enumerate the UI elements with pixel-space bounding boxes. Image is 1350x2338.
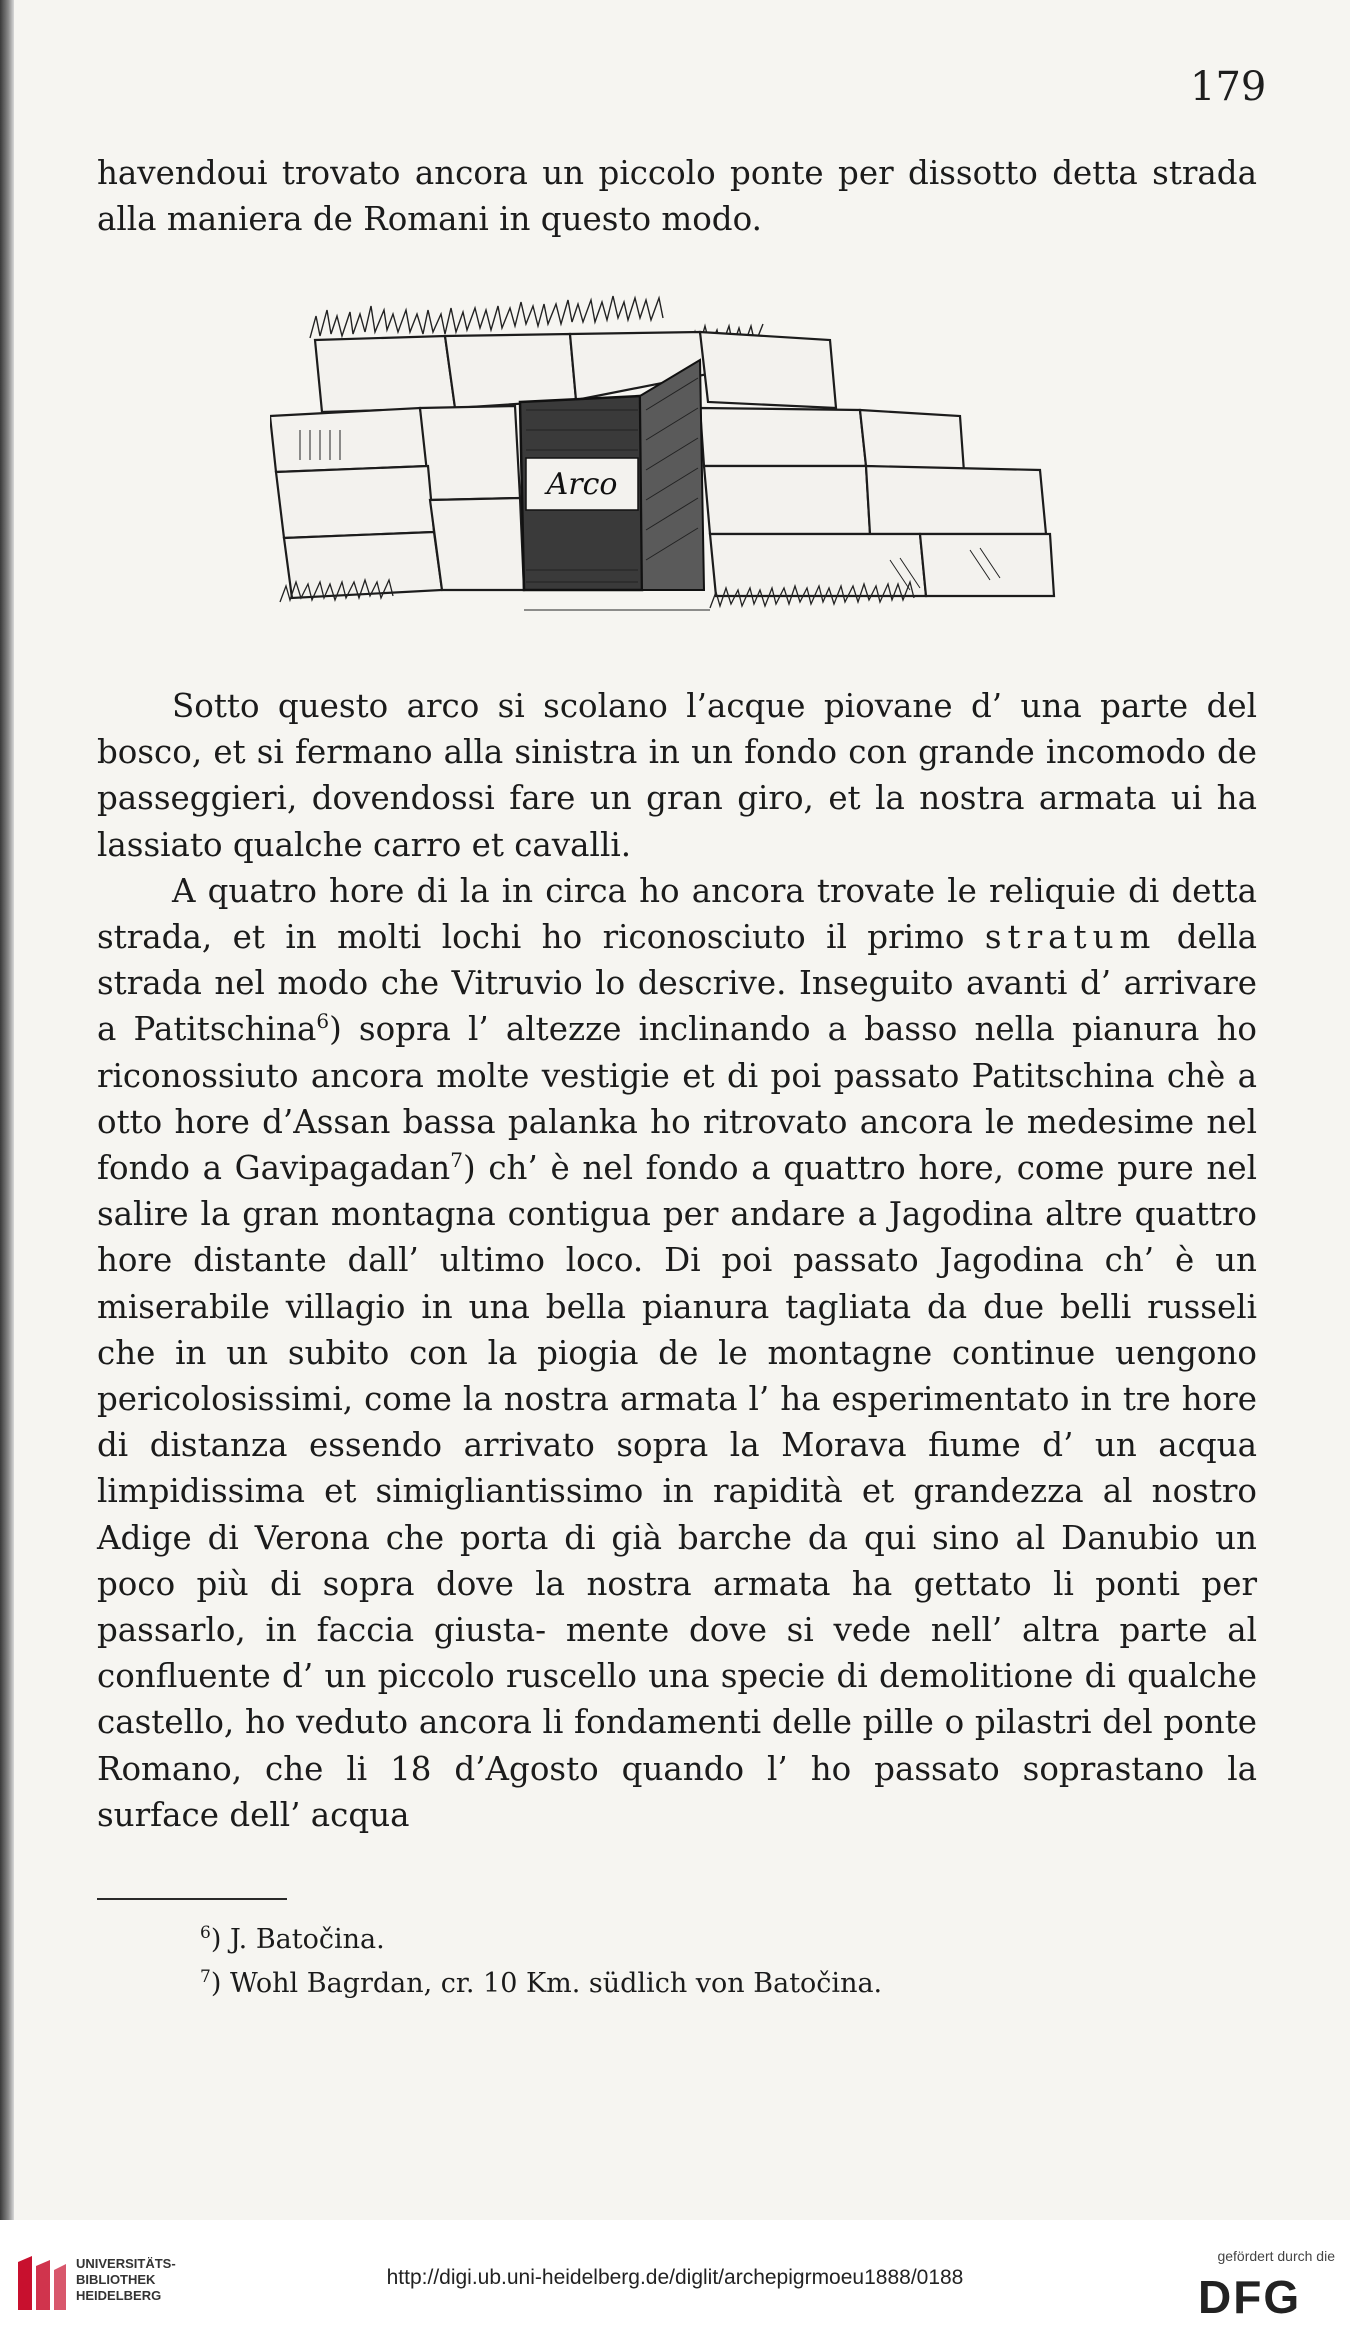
text-line: de passeggieri, dovendossi fare un gran giro, et la nostra armata [97,733,1257,818]
paragraph-1 [97,683,1257,868]
arch-illustration [270,290,1090,630]
text-line: alla maniera de Romani in questo modo. [97,200,762,239]
text-line: ruscello una specie di demolitione di qualche castello, ho veduto [97,1657,1258,1742]
footnotes [200,1918,1100,2006]
library-name-line: BIBLIOTHEK [76,2272,156,2287]
footnote-text: ) J. Batočina. [210,1924,385,1955]
library-name [76,2256,176,2304]
text-line: bosco, et si fermano alla sinistra in un fondo con grande incomodo [97,733,1206,772]
text-line: A quatro hore di la in circa ho ancora trovate le reliquie di [172,871,1160,910]
footnote-marker: 6 [200,1923,211,1943]
text-line: li 18 d’Agosto quando l’ ho passato soprastano la surface dell’ acqua [97,1749,1257,1834]
text-line: per andare a Jagodina altre quattro hore distante dall’ ultimo loco. [97,1195,1257,1280]
footnote-divider [97,1898,287,1900]
source-url-link[interactable]: http://digi.ub.uni-heidelberg.de/diglit/archepigrmoeu1888/0188 [386,2266,964,2289]
text-line: pianura tagliata da due belli russeli che in un subito con la piogia [97,1287,1257,1372]
footnote-ref: 7 [450,1148,463,1173]
text-line: mente dove si vede nell’ altra parte al confluente d’ un piccolo [97,1611,1257,1696]
footnote-marker: 7 [200,1967,211,1987]
text-line: già barche da qui sino al Danubio un poco più di sopra dove la [97,1518,1257,1603]
text-line: in rapidità et grandezza al nostro Adige di Verona che porta di [97,1472,1258,1557]
spaced-term: stratum [984,918,1157,957]
intro-paragraph [97,150,1257,242]
paragraph-2 [97,868,1257,1838]
dfg-logo: DFG [1198,2271,1302,2323]
page-number: 179 [1190,64,1267,110]
text-line: della strada nel modo che Vitruvio lo descrive. Inseguito avanti [97,918,1257,1003]
footnote-text: ) Wohl Bagrdan, cr. 10 Km. südlich von Batočina. [210,1968,883,1999]
text-line: a quattro hore, come pure nel salire la gran montagna contigua [97,1149,1257,1234]
text-line: armata l’ ha esperimentato in tre hore di distanza essendo arrivato [97,1380,1257,1465]
text-line: ) sopra l’ altezze inclinando a basso nella [329,1010,1055,1049]
body-text [97,683,1257,1838]
library-name-line: UNIVERSITÄTS- [76,2256,176,2271]
heidelberg-seal-icon [14,2252,68,2314]
text-line: detta strada, et in molti lochi ho riconosciuto il primo [97,871,1257,957]
footnote-ref: 6 [316,1009,330,1034]
text-line: pianura ho riconossiuto ancora molte vestigie et di poi passato [97,1010,1257,1095]
text-line: d’ arrivare a Patitschina [97,964,1257,1049]
footnote-6 [200,1918,1100,1962]
text-line: Sotto questo arco si scolano l’acque piovane d’ una parte del [172,687,1257,725]
text-line: sopra la Morava fiume d’ un acqua limpidissima et simigliantissimo [97,1426,1257,1511]
text-line: havendoui trovato ancora un piccolo ponte per dissotto detta strada [97,154,1257,192]
text-line: nostra armata ha gettato li ponti per passarlo, in faccia giusta- [97,1564,1257,1650]
funding-caption: gefördert durch die [1217,2248,1335,2264]
text-line: de le montagne continue uengono pericolosissimi, come la nostra [97,1333,1257,1419]
text-line: ancora li fondamenti delle pille o pilastri del ponte Romano, che [97,1703,1257,1788]
text-line: ui ha lassiato qualche carro et cavalli. [97,779,1257,864]
book-gutter-edge [0,0,14,2220]
text-line: Patitschina chè a otto hore d’Assan bassa palanka ho ritrovato [97,1056,1257,1141]
footnote-7 [200,1962,1100,2006]
text-line: ancora le medesime nel fondo a Gavipagadan [97,1102,1257,1188]
arch-label: Arco [546,467,618,502]
library-name-line: HEIDELBERG [76,2288,162,2303]
text-line: ) ch’ è nel fondo [462,1149,739,1188]
text-line: Di poi passato Jagodina ch’ è un miserabile villagio in una bella [97,1241,1257,1326]
